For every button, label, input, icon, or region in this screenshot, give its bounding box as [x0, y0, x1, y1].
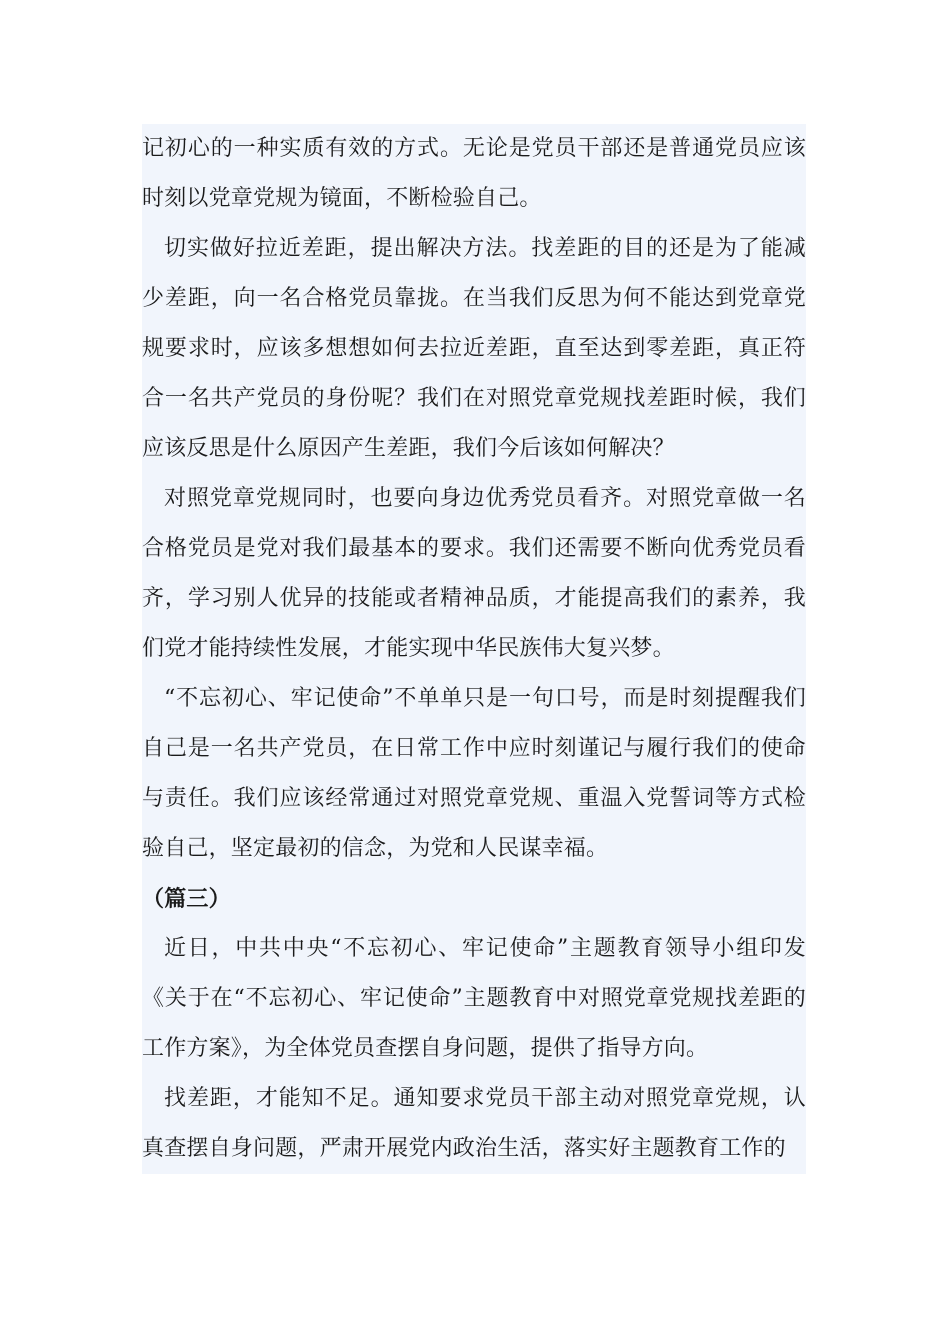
- paragraph-not-just-slogan: “不忘初心、牢记使命”不单单只是一句口号，而是时刻提醒我们自己是一名共产党员，在日常工作中应时刻谨记与履行我们的使命与责任。我们应该经常通过对照党章党规、重温入党誓词等方式检验自己，坚定最初的信念，为党和人民谋幸福。: [142, 686, 806, 861]
- paragraph-recent-notice: 近日，中共中央“不忘初心、牢记使命”主题教育领导小组印发《关于在“不忘初心、牢记使命”主题教育中对照党章党规找差距的工作方案》，为全体党员查摆自身问题，提供了指导方向。: [142, 936, 806, 1061]
- paragraph-continuation: 记初心的一种实质有效的方式。无论是党员干部还是普通党员应该时刻以党章党规为镜面，不断检验自己。: [142, 136, 806, 211]
- section-heading: （篇三）: [142, 886, 231, 912]
- paragraph-look-up-to-excellent-members: 对照党章党规同时，也要向身边优秀党员看齐。对照党章做一名合格党员是党对我们最基本的要求。我们还需要不断向优秀党员看齐，学习别人优异的技能或者精神品质，才能提高我们的素养，我们党才能持续性发展，才能实现中华民族伟大复兴梦。: [142, 486, 806, 661]
- paragraph-find-gaps: 找差距，才能知不足。通知要求党员干部主动对照党章党规，认真查摆自身问题，严肃开展党内政治生活，落实好主题教育工作的: [142, 1086, 806, 1161]
- document-body: [142, 124, 806, 1174]
- paragraph-close-gap: 切实做好拉近差距，提出解决方法。找差距的目的还是为了能减少差距，向一名合格党员靠拢。在当我们反思为何不能达到党章党规要求时，应该多想想如何去拉近差距，直至达到零差距，真正符合一名共产党员的身份呢？我们在对照党章党规找差距时候，我们应该反思是什么原因产生差距，我们今后该如何解决？: [142, 236, 806, 461]
